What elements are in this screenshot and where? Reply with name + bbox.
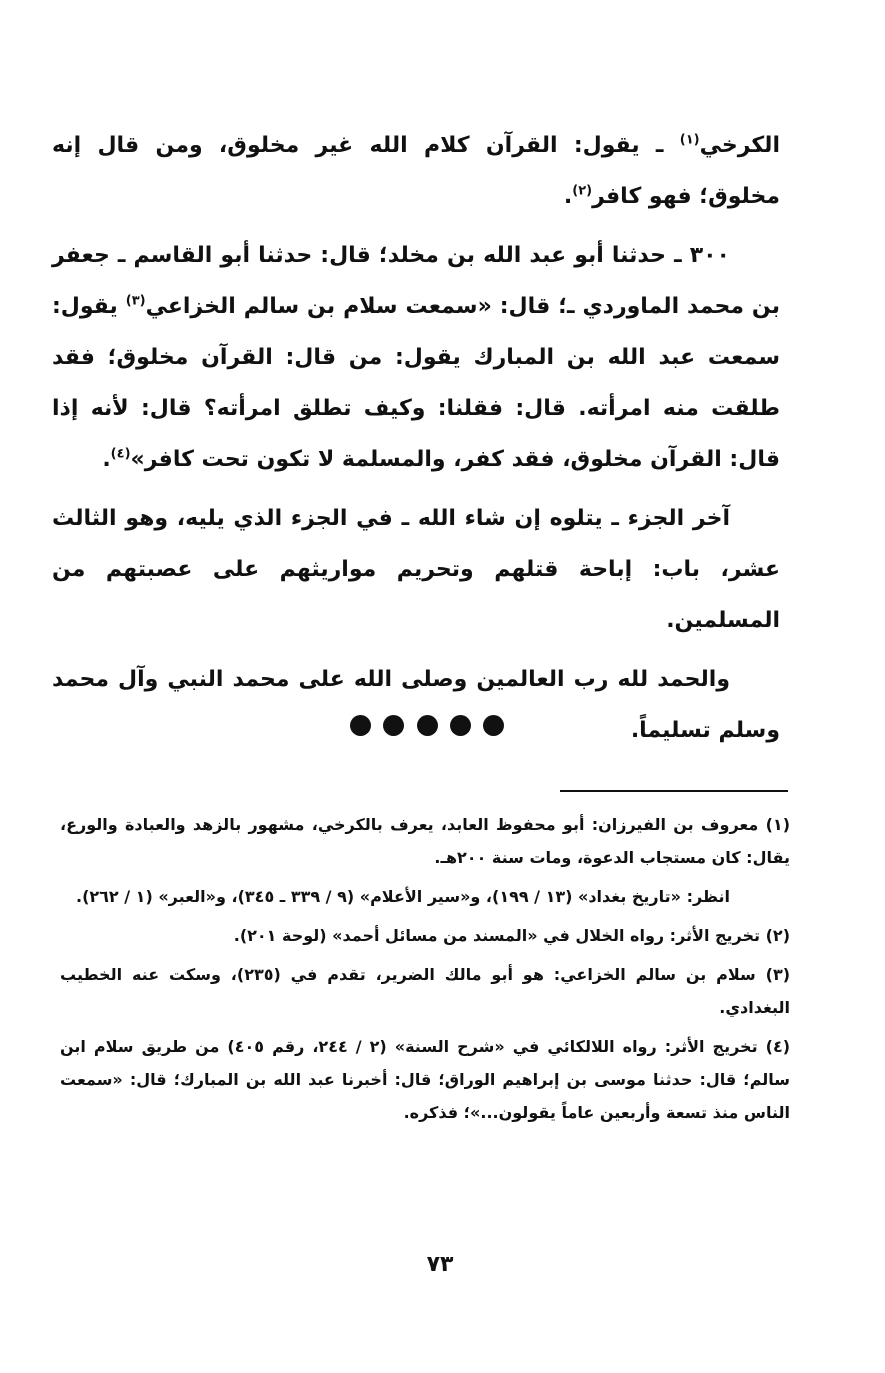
footnote-4: (٤) تخريج الأثر: رواه اللالكائي في «شرح السنة» (٢ / ٢٤٤، رقم ٤٠٥) من طريق سلام ابن سالم؛ قال: حدثنا موسى بن إبراهيم الوراق؛ قال: أخبرنا عبد الله بن المبارك؛ قال: «سمعت الناس منذ تسعة وأربعين عاماً يقولون...»؛ فذكره. (60, 1037, 791, 1122)
footnote-ref-2: (٢) (572, 183, 593, 199)
footnote-1: (١) معروف بن الفيرزان: أبو محفوظ العابد، يعرف بالكرخي، مشهور بالزهد والعبادة والورع، يقال: كان مستجاب الدعوة، ومات سنة ٢٠٠هـ. (60, 815, 790, 867)
separator-dot (483, 715, 504, 736)
paragraph-2 (52, 230, 780, 485)
section-separator-dots (350, 715, 504, 737)
separator-dot (450, 715, 471, 736)
footnote-ref-4: (٤) (110, 446, 131, 462)
page-number: ٧٣ (426, 1252, 454, 1277)
footnote-1-references-text: انظر: «تاريخ بغداد» (١٣ / ١٩٩)، و«سير الأعلام» (٩ / ٣٣٩ ـ ٣٤٥)، و«العبر» (١ / ٢٦٢). (76, 887, 730, 906)
footnote-ref-1: (١) (679, 132, 700, 148)
p2-text-b: يقول: سمعت عبد الله بن المبارك يقول: من قال: القرآن مخلوق؛ فقد طلقت منه امرأته. قال: فقلنا: وكيف تطلق امرأته؟ قال: لأنه إذا قال: القرآن مخلوق، فقد كفر، والمسلمة لا تكون تحت كافر» (52, 294, 780, 472)
separator-dot (417, 715, 438, 736)
p3-text: آخر الجزء ـ يتلوه إن شاء الله ـ في الجزء الذي يليه، وهو الثالث عشر، باب: إباحة قتلهم وتحريم مواريثهم على عصبتهم من المسلمين. (52, 506, 780, 633)
footnote-divider (560, 790, 788, 792)
footnote-1-references (60, 880, 790, 913)
paragraph-3 (52, 493, 780, 646)
p4-text: والحمد لله رب العالمين وصلى الله على محمد النبي وآل محمد وسلم تسليماً. (52, 667, 780, 743)
paragraph-1 (52, 120, 780, 222)
main-text (52, 120, 780, 764)
p2-text-a: ٣٠٠ ـ حدثنا أبو عبد الله بن مخلد؛ قال: حدثنا أبو القاسم ـ جعفر بن محمد الماوردي ـ؛ قال: «سمعت سلام بن سالم الخزاعي (52, 243, 780, 319)
separator-dot (383, 715, 404, 736)
footnote-2: (٢) تخريج الأثر: رواه الخلال في «المسند من مسائل أحمد» (لوحة ٢٠١). (233, 926, 790, 945)
p1-text-b: ـ يقول: القرآن كلام الله غير مخلوق، ومن قال إنه مخلوق؛ فهو كافر (52, 133, 780, 209)
footnote-3: (٣) سلام بن سالم الخزاعي: هو أبو مالك الضرير، تقدم في (٢٣٥)، وسكت عنه الخطيب البغدادي. (60, 965, 791, 1017)
p1-text-c: . (563, 184, 573, 209)
p2-text-c: . (102, 447, 111, 472)
p1-text-a: الكرخي (699, 133, 780, 158)
footnotes (60, 808, 790, 1135)
separator-dot (350, 715, 371, 736)
footnote-ref-3: (٣) (125, 293, 146, 309)
paragraph-4 (52, 654, 780, 756)
